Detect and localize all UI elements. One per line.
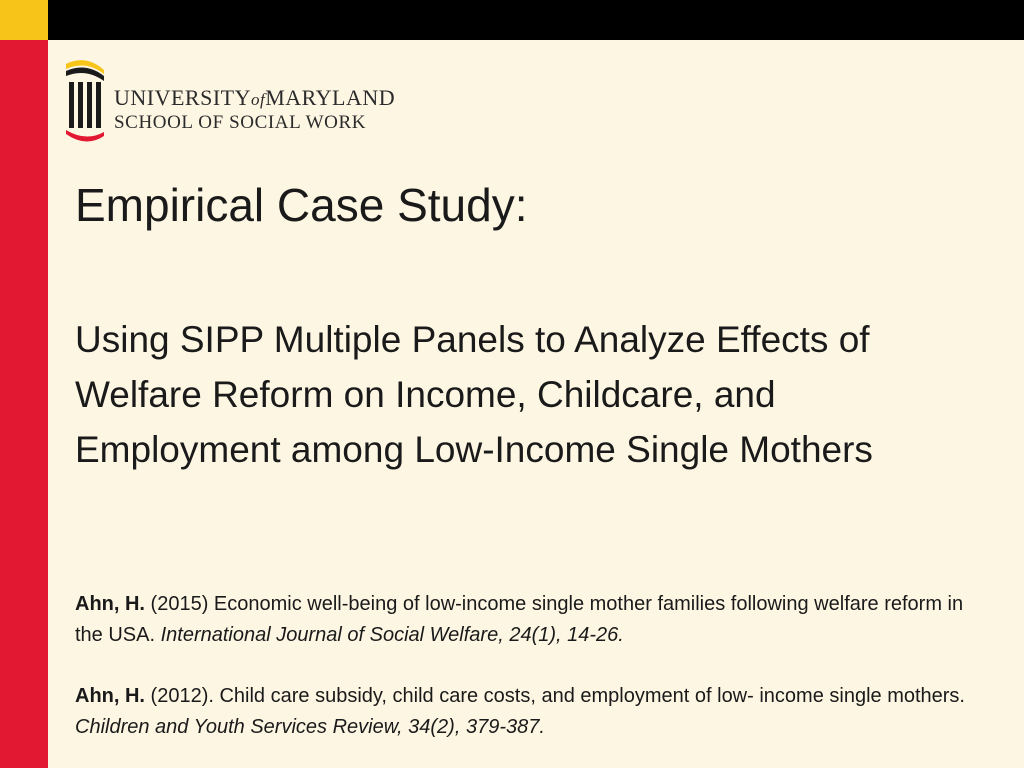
reference-text: (2015) Economic well-being of low-income single mother families following welfare reform in the USA. xyxy=(75,593,964,646)
reference-author: Ahn, H. xyxy=(75,685,145,707)
reference-author: Ahn, H. xyxy=(75,593,145,615)
reference-journal: International Journal of Social Welfare, 24(1), 14-26. xyxy=(160,624,624,646)
university-logo xyxy=(64,52,424,148)
slide-title: Empirical Case Study: xyxy=(75,179,528,231)
reference-item xyxy=(75,589,975,651)
corner-accent xyxy=(0,0,48,40)
reference-item xyxy=(75,681,975,743)
dome-columns-icon xyxy=(64,52,108,148)
top-bar xyxy=(48,0,1024,40)
slide-subtitle: Using SIPP Multiple Panels to Analyze Effects of Welfare Reform on Income, Childcare, and Employment among Low-Income Single Mothers xyxy=(75,319,873,470)
reference-text: (2012). Child care subsidy, child care costs, and employment of low- income single mothers. xyxy=(145,685,965,707)
reference-journal: Children and Youth Services Review, 34(2), 379-387. xyxy=(75,716,545,738)
logo-university-name: UNIVERSITYofMARYLAND xyxy=(114,85,396,110)
logo-school-name: SCHOOL OF SOCIAL WORK xyxy=(114,112,367,133)
left-accent-bar xyxy=(0,40,48,768)
